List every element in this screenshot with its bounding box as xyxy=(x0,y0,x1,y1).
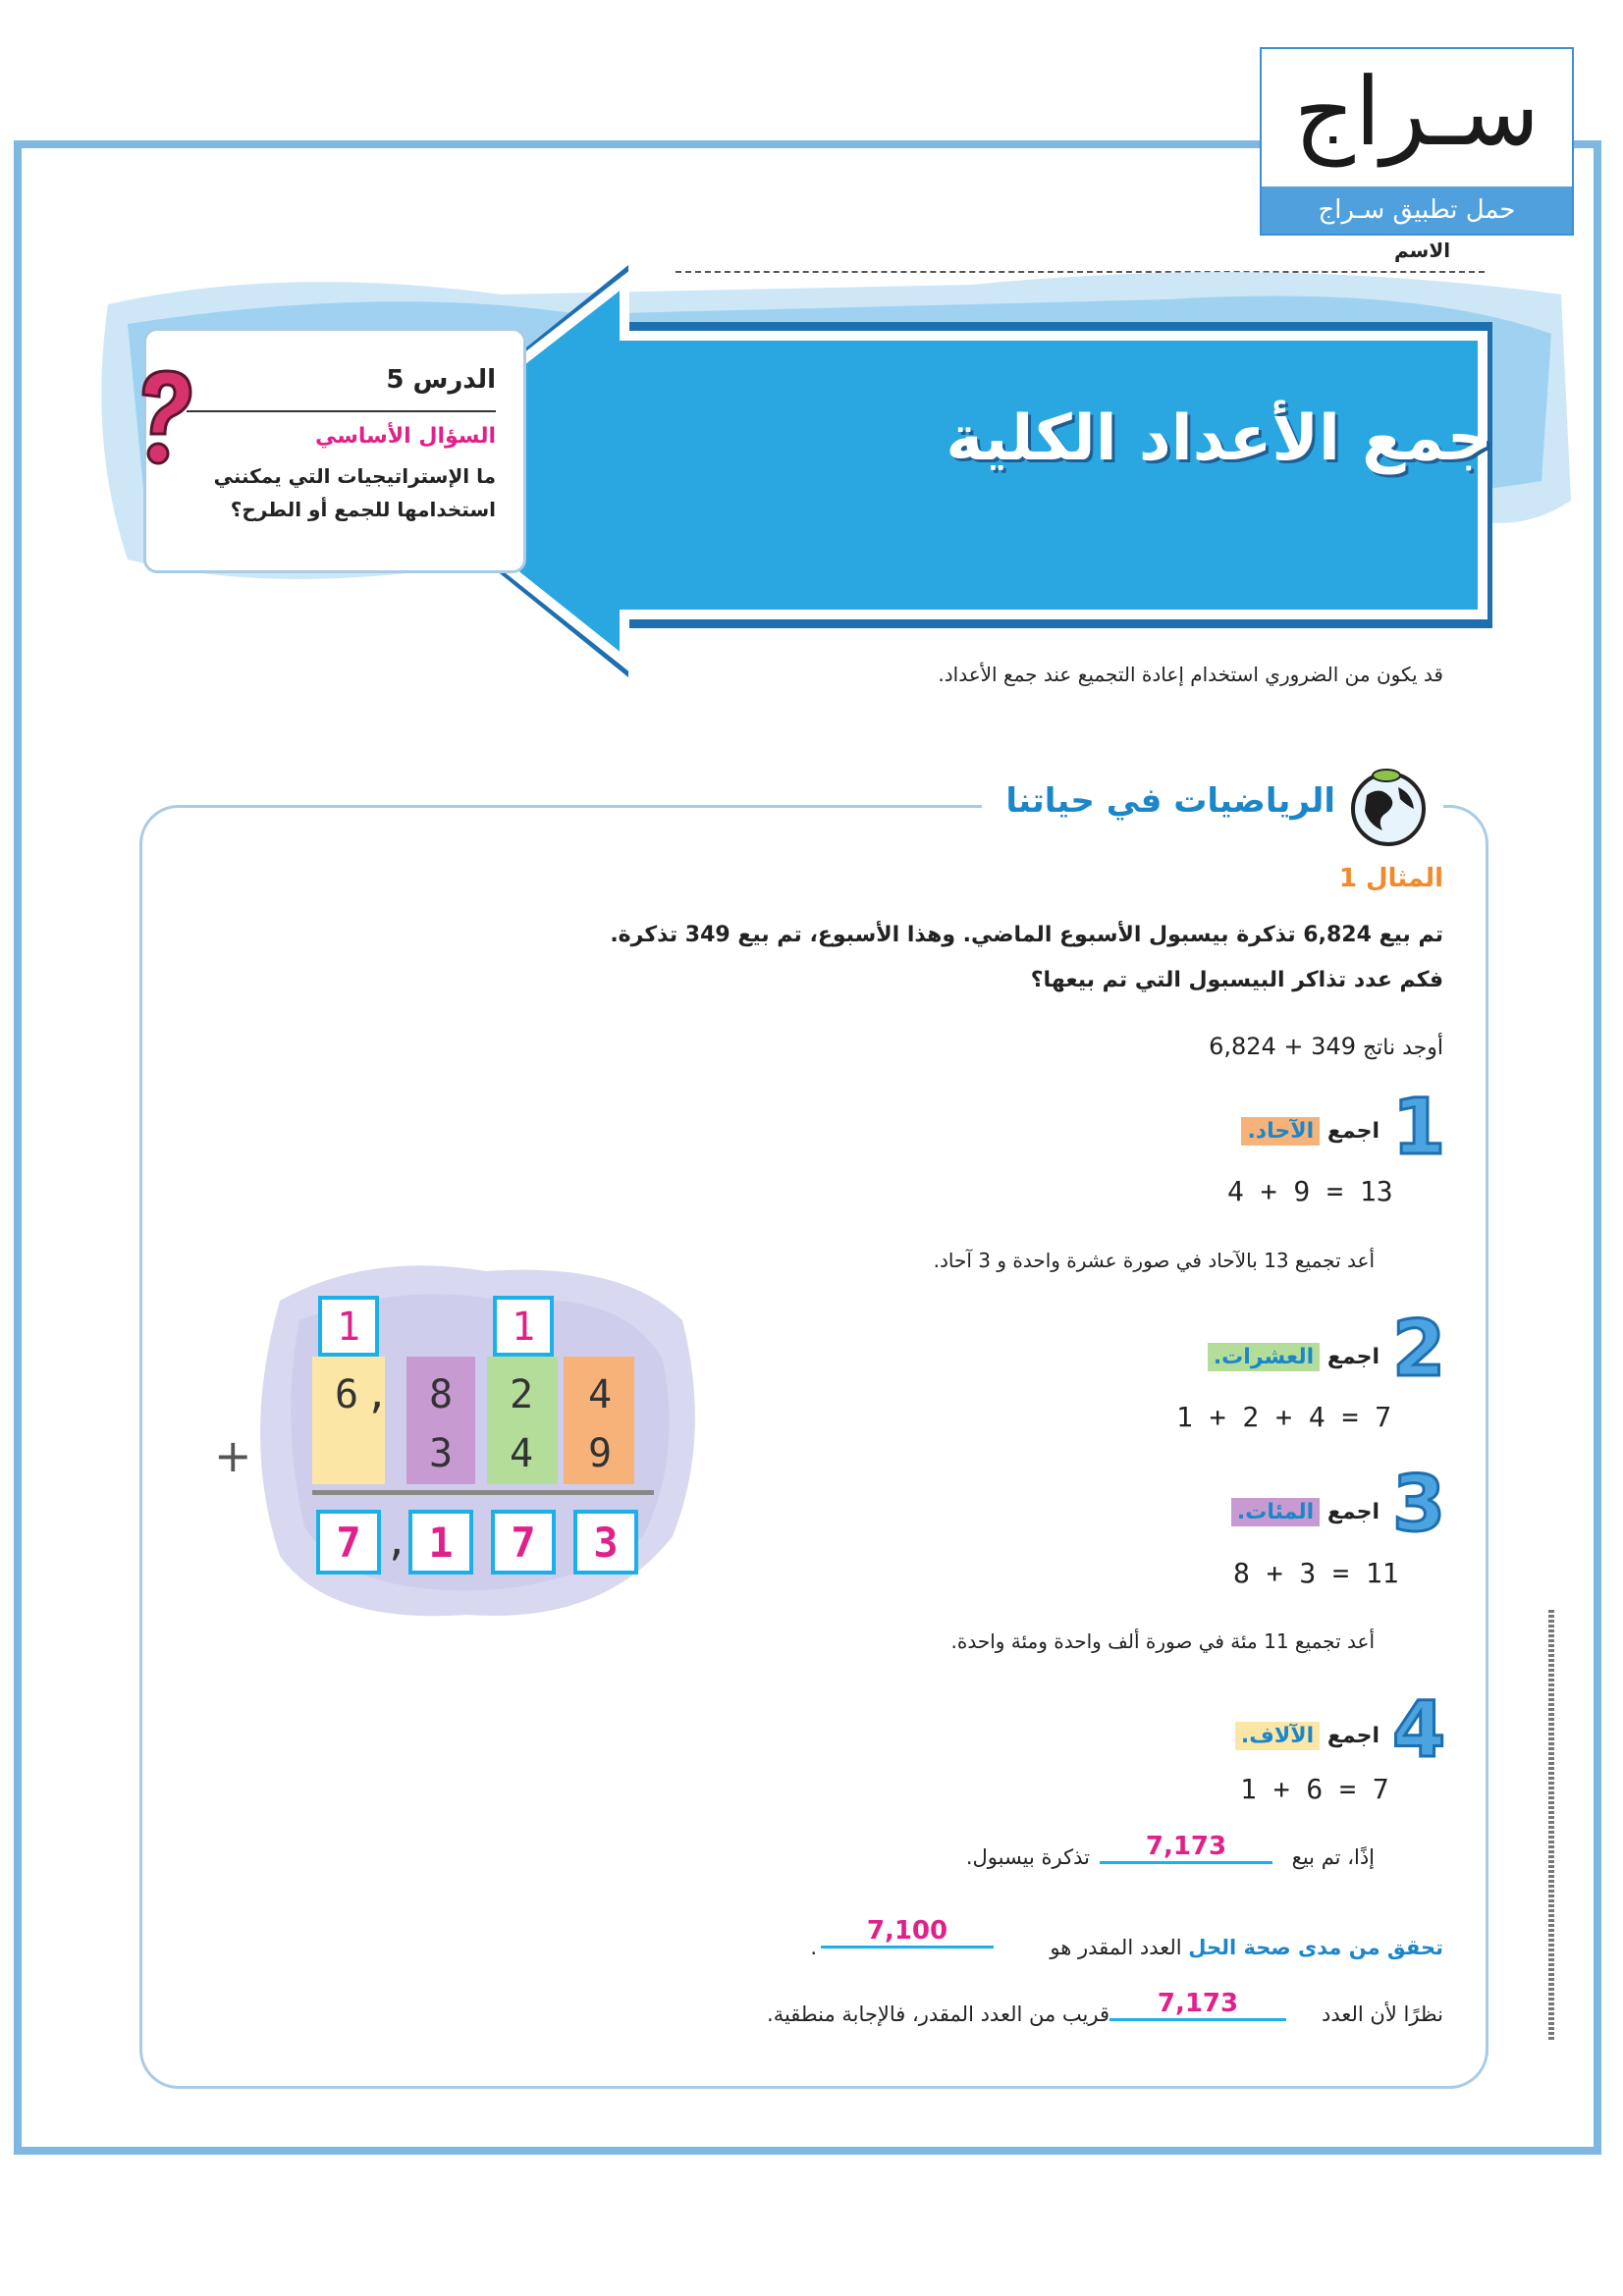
step-3-highlight: المئات. xyxy=(1231,1498,1320,1526)
step-2-number: 2 xyxy=(1392,1306,1446,1394)
step-1-number: 1 xyxy=(1392,1084,1446,1172)
siraj-logo[interactable] xyxy=(1260,47,1574,236)
lesson-title: جمع الأعداد الكلية xyxy=(946,402,1492,475)
problem-line-1: تم بيع 6,824 تذكرة بيسبول الأسبوع الماضي. وهذا الأسبوع، تم بيع 349 تذكرة. xyxy=(610,923,1443,947)
side-copyright-strip xyxy=(1540,1610,1563,2042)
example-title: المثال 1 xyxy=(1338,864,1443,893)
answer-ones: 3 xyxy=(573,1510,638,1575)
intro-text: قد يكون من الضروري استخدام إعادة التجميع عند جمع الأعداد. xyxy=(938,663,1443,686)
essential-question-text: ما الإستراتيجيات التي يمكنني استخدامها للجمع أو الطرح؟ xyxy=(213,464,496,521)
digit-top-tens: 2 xyxy=(509,1372,534,1417)
digit-top-hundreds: 8 xyxy=(428,1372,454,1417)
digit-bottom-hundreds: 3 xyxy=(428,1431,454,1476)
so-suffix: تذكرة بيسبول. xyxy=(965,1845,1090,1869)
check-sentence: تحقق من مدى صحة الحل العدد المقدر هو xyxy=(1050,1936,1443,1959)
answer-thousands: 7 xyxy=(316,1510,381,1575)
section-title: الرياضيات في حياتنا xyxy=(1005,781,1335,821)
step-2-highlight: العشرات. xyxy=(1208,1343,1320,1371)
step-1-highlight: الآحاد. xyxy=(1241,1117,1320,1146)
reason-suffix: قريب من العدد المقدر، فالإجابة منطقية. xyxy=(767,2002,1109,2026)
carry-box-tens: 1 xyxy=(493,1296,554,1357)
find-expression: 6,824 + 349 xyxy=(1209,1033,1356,1060)
step-4-equation: 1 + 6 = 7 xyxy=(1240,1773,1389,1805)
step-4-number: 4 xyxy=(1392,1686,1446,1775)
find-text: أوجد ناتج xyxy=(1362,1036,1443,1060)
step-4-highlight: الآلاف. xyxy=(1235,1722,1320,1750)
logo-tagline: حمل تطبيق سـراج xyxy=(1262,187,1572,234)
step-3-equation: 8 + 3 = 11 xyxy=(1233,1557,1399,1589)
step-3-note: أعد تجميع 11 مئة في صورة ألف واحدة ومئة واحدة. xyxy=(950,1629,1375,1653)
answer-comma: , xyxy=(385,1520,409,1565)
problem-statement xyxy=(589,913,1443,1003)
step-1-note: أعد تجميع 13 بالآحاد في صورة عشرة واحدة و 3 آحاد. xyxy=(933,1249,1375,1272)
globe-icon xyxy=(1347,766,1430,848)
digit-top-ones: 4 xyxy=(587,1372,613,1417)
so-answer-blank: 7,173 xyxy=(1100,1832,1272,1864)
carry-box-thousands: 1 xyxy=(318,1296,379,1357)
problem-line-2: فكم عدد تذاكر البيسبول التي تم بيعها؟ xyxy=(1030,968,1443,992)
logo-word: سـراج xyxy=(1293,57,1541,167)
step-1-label: اجمع الآحاد. xyxy=(1031,1119,1380,1144)
step-1-equation: 4 + 9 = 13 xyxy=(1227,1175,1393,1207)
digit-comma-top: , xyxy=(365,1372,390,1417)
name-label: الاسم xyxy=(1394,239,1451,262)
step-2-equation: 1 + 2 + 4 = 7 xyxy=(1176,1401,1392,1433)
plus-sign: + xyxy=(214,1429,252,1482)
check-period: . xyxy=(810,1936,817,1959)
lesson-number: الدرس 5 xyxy=(386,365,496,395)
answer-tens: 7 xyxy=(491,1510,556,1575)
find-instruction xyxy=(884,1033,1443,1060)
step-3-label: اجمع المئات. xyxy=(1031,1500,1380,1524)
card-divider xyxy=(187,410,496,412)
essential-question-title: السؤال الأساسي xyxy=(315,424,496,449)
reason-value-blank: 7,173 xyxy=(1109,1989,1286,2021)
check-title: تحقق من مدى صحة الحل xyxy=(1188,1936,1443,1959)
sum-line xyxy=(312,1490,654,1495)
digit-bottom-tens: 4 xyxy=(509,1431,534,1476)
step-2-label: اجمع العشرات. xyxy=(1031,1345,1380,1369)
step-3-number: 3 xyxy=(1392,1461,1446,1549)
digit-bottom-ones: 9 xyxy=(587,1431,613,1476)
answer-hundreds: 1 xyxy=(408,1510,473,1575)
check-estimate-blank: 7,100 xyxy=(821,1916,994,1949)
step-4-label: اجمع الآلاف. xyxy=(1031,1724,1380,1748)
reason-prefix: نظرًا لأن العدد xyxy=(1322,2002,1443,2026)
digit-top-thousands: 6 xyxy=(334,1372,359,1417)
so-sentence: إذًا، تم بيع xyxy=(1291,1845,1375,1869)
